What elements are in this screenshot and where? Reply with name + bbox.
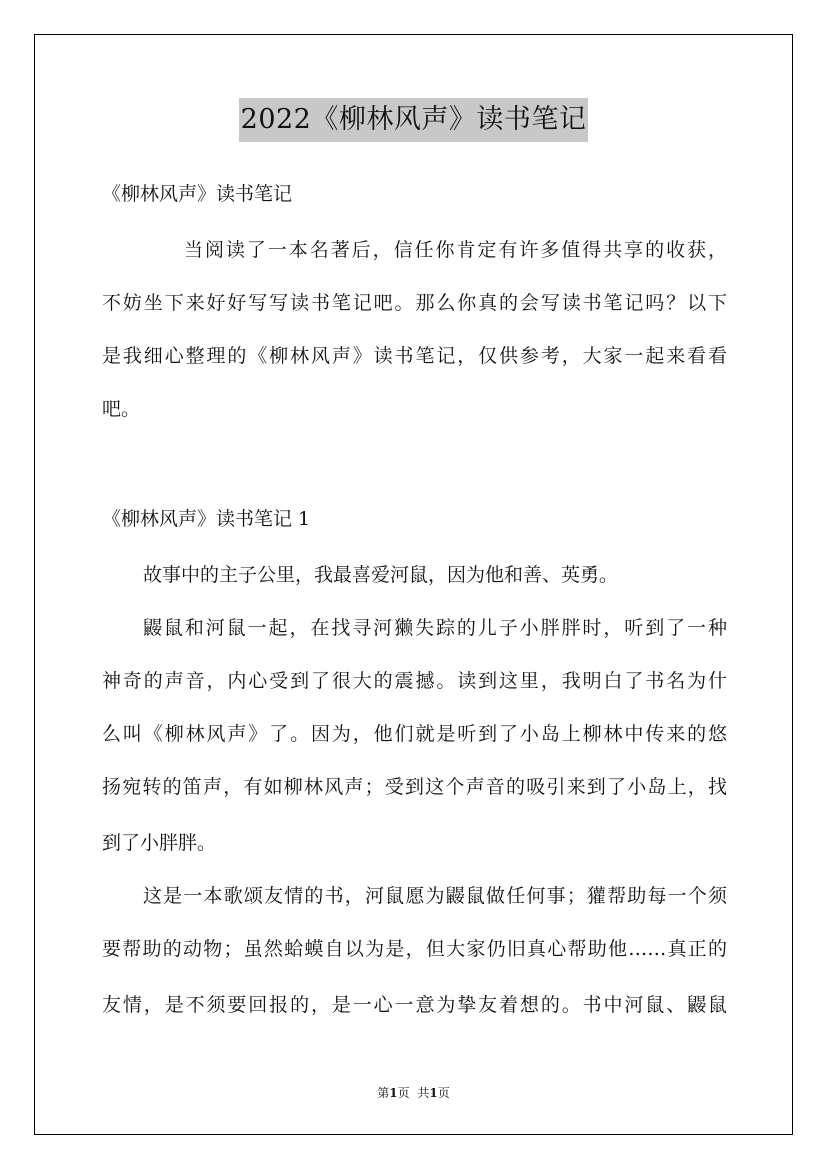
intro-line-4: 吧。: [102, 398, 141, 420]
intro-line-2: 不妨坐下来好好写写读书笔记吧。那么你真的会写读书笔记吗？以下: [102, 292, 727, 314]
footer-page-suffix: 页: [397, 1086, 410, 1100]
body-line-3: 神奇的声音，内心受到了很大的震撼。读到这里，我明白了书名为什: [102, 670, 727, 692]
document-subtitle: 《柳林风声》读书笔记: [102, 183, 293, 205]
body-line-7: 这是一本歌颂友情的书，河鼠愿为鼹鼠做任何事；獾帮助每一个须: [143, 885, 727, 907]
page-footer: [0, 1084, 827, 1102]
footer-total-prefix: 共: [417, 1086, 430, 1100]
footer-total-suffix: 页: [437, 1086, 450, 1100]
footer-total-number: 1: [429, 1086, 438, 1100]
body-line-4: 么叫《柳林风声》了。因为，他们就是听到了小岛上柳林中传来的悠: [102, 723, 727, 745]
footer-page-number: 1: [389, 1086, 398, 1100]
body-line-2: 鼹鼠和河鼠一起，在找寻河獭失踪的儿子小胖胖时，听到了一种: [143, 617, 727, 639]
body-line-8: 要帮助的动物；虽然蛤蟆自以为是，但大家仍旧真心帮助他……真正的: [102, 938, 727, 960]
footer-page-prefix: 第: [377, 1086, 390, 1100]
body-line-1: 故事中的主子公里，我最喜爱河鼠，因为他和善、英勇。: [143, 564, 619, 586]
intro-line-1: 当阅读了一本名著后，信任你肯定有许多值得共享的收获，: [184, 239, 727, 261]
body-line-9: 友情，是不须要回报的，是一心一意为挚友着想的。书中河鼠、鼹鼠: [102, 994, 727, 1016]
section-heading: 《柳林风声》读书笔记 1: [102, 508, 311, 530]
document-title: 2022《柳林风声》读书笔记: [239, 98, 589, 142]
body-line-6: 到了小胖胖。: [102, 832, 217, 854]
intro-line-3: 是我细心整理的《柳林风声》读书笔记，仅供参考，大家一起来看看: [102, 345, 727, 367]
body-line-5: 扬宛转的笛声，有如柳林风声；受到这个声音的吸引来到了小岛上，找: [102, 776, 727, 798]
title-container: [0, 98, 827, 142]
